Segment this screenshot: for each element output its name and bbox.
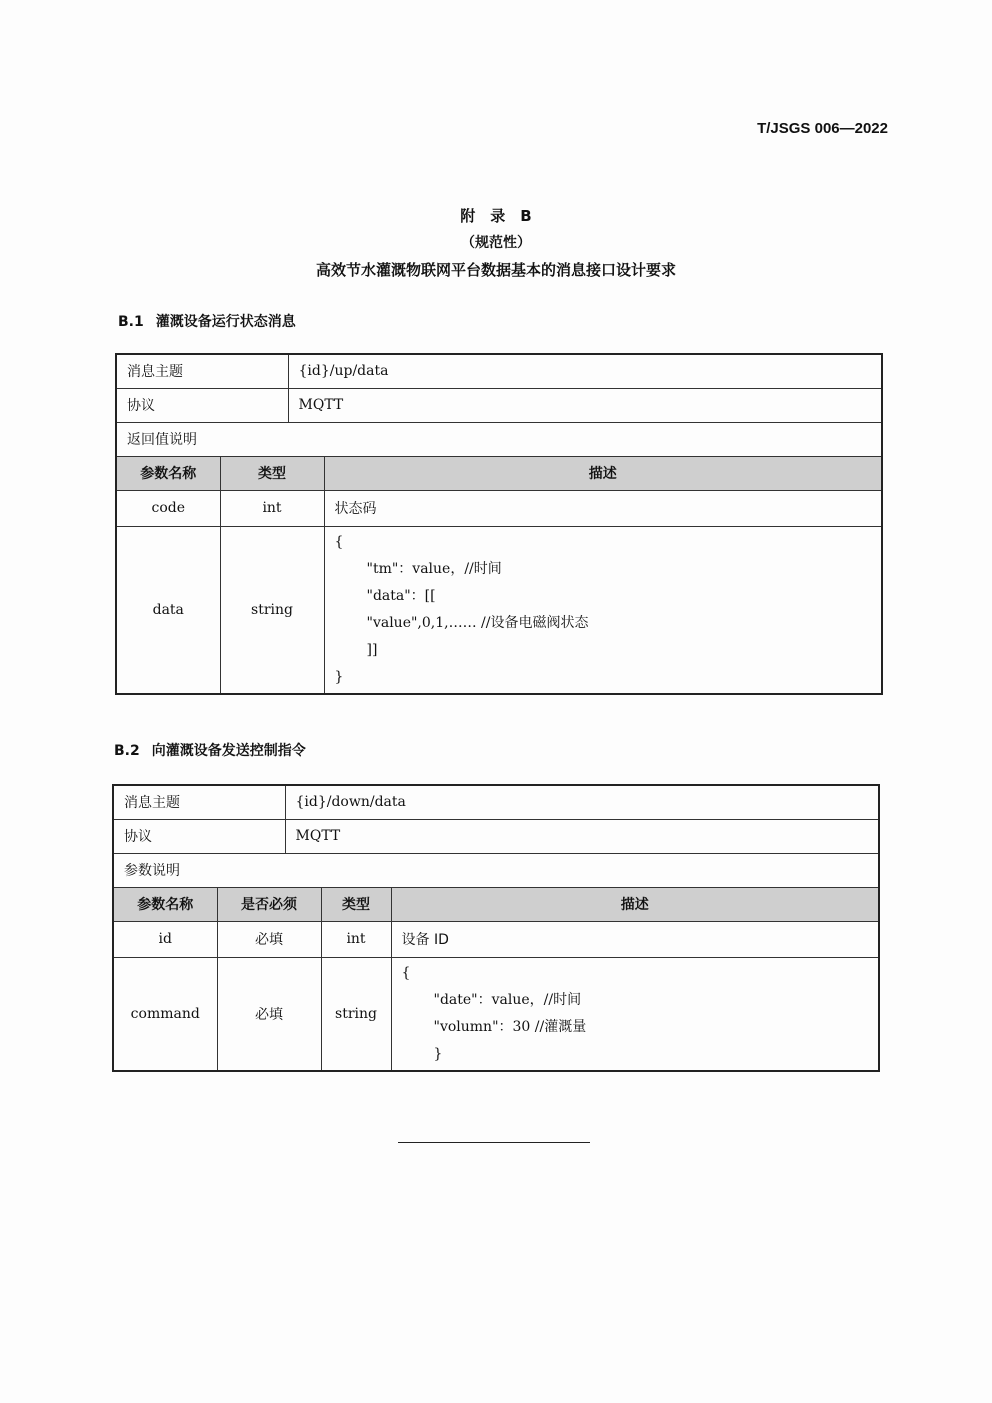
topic-value: {id}/up/data bbox=[288, 354, 882, 388]
topic-label: 消息主题 bbox=[113, 785, 285, 819]
column-header: 类型 bbox=[321, 887, 391, 921]
param-name: data bbox=[116, 526, 220, 694]
protocol-label: 协议 bbox=[116, 388, 288, 422]
code-line: "tm"：value，//时间 bbox=[366, 560, 502, 577]
column-header: 描述 bbox=[391, 887, 879, 921]
table-header-row bbox=[113, 887, 879, 921]
section-title: 灌溉设备运行状态消息 bbox=[155, 314, 296, 330]
json-description bbox=[402, 958, 869, 1070]
param-required: 必填 bbox=[217, 957, 321, 1071]
appendix-nature: （规范性） bbox=[461, 235, 531, 251]
protocol-value: MQTT bbox=[288, 388, 882, 422]
b1-message-table bbox=[115, 353, 883, 695]
param-name: command bbox=[113, 957, 217, 1071]
end-divider bbox=[398, 1142, 590, 1143]
topic-label: 消息主题 bbox=[116, 354, 288, 388]
param-description: 设备 ID bbox=[391, 921, 879, 957]
parameters-label: 参数说明 bbox=[113, 853, 879, 887]
column-header: 是否必须 bbox=[217, 887, 321, 921]
param-description: 状态码 bbox=[324, 490, 882, 526]
code-line: "data"：[[ bbox=[366, 587, 436, 604]
column-header: 描述 bbox=[324, 456, 882, 490]
json-description bbox=[335, 527, 872, 693]
table-row bbox=[116, 490, 882, 526]
section-title: 向灌溉设备发送控制指令 bbox=[151, 743, 306, 759]
table-row bbox=[116, 526, 882, 694]
table-row bbox=[113, 957, 879, 1071]
section-number: B.1 bbox=[118, 314, 144, 330]
b2-command-table bbox=[112, 784, 880, 1072]
appendix-subtitle: 高效节水灌溉物联网平台数据基本的消息接口设计要求 bbox=[315, 261, 676, 279]
section-number: B.2 bbox=[114, 743, 140, 759]
code-line: ]] bbox=[366, 641, 378, 658]
code-line: "date"：value，//时间 bbox=[433, 991, 582, 1008]
table-header-row bbox=[116, 456, 882, 490]
protocol-value: MQTT bbox=[285, 819, 879, 853]
appendix-title: 附 录 B bbox=[460, 207, 532, 225]
return-values-label: 返回值说明 bbox=[116, 422, 882, 456]
code-line: } bbox=[334, 668, 344, 685]
param-description bbox=[324, 526, 882, 694]
param-required: 必填 bbox=[217, 921, 321, 957]
code-line: "volumn"：30 //灌溉量 bbox=[433, 1018, 587, 1035]
table-row bbox=[113, 921, 879, 957]
param-name: id bbox=[113, 921, 217, 957]
param-name: code bbox=[116, 490, 220, 526]
section-b1-heading bbox=[118, 311, 296, 331]
document-number: T/JSGS 006—2022 bbox=[757, 120, 888, 137]
column-header: 参数名称 bbox=[113, 887, 217, 921]
param-type: int bbox=[321, 921, 391, 957]
code-line: "value",0,1,…… //设备电磁阀状态 bbox=[366, 614, 589, 631]
param-type: string bbox=[321, 957, 391, 1071]
protocol-label: 协议 bbox=[113, 819, 285, 853]
topic-value: {id}/down/data bbox=[285, 785, 879, 819]
column-header: 参数名称 bbox=[116, 456, 220, 490]
column-header: 类型 bbox=[220, 456, 324, 490]
param-type: int bbox=[220, 490, 324, 526]
param-type: string bbox=[220, 526, 324, 694]
param-description bbox=[391, 957, 879, 1071]
code-line: { bbox=[401, 964, 411, 981]
code-line: } bbox=[433, 1045, 443, 1062]
section-b2-heading bbox=[114, 740, 306, 760]
code-line: { bbox=[334, 533, 344, 550]
